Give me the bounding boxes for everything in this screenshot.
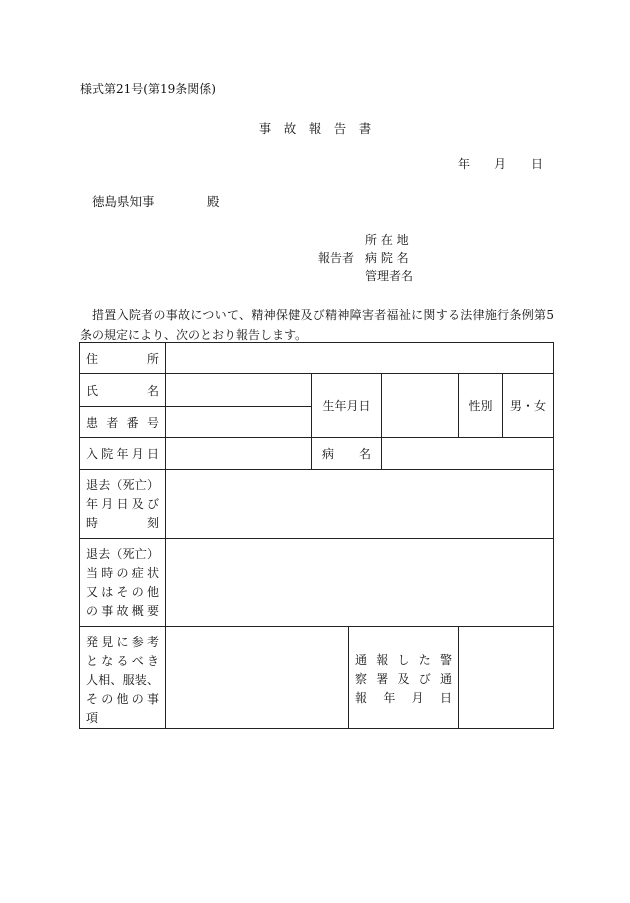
address-field[interactable] (166, 343, 554, 374)
police-report-field[interactable] (459, 627, 554, 729)
date-month-label: 月 (494, 157, 507, 171)
birth-date-label: 生年月日 (312, 374, 382, 438)
patient-number-field[interactable] (166, 407, 312, 438)
leave-time-field[interactable] (166, 470, 554, 539)
date-day-label: 日 (531, 157, 544, 171)
admission-date-label: 入 院 年 月 日 (80, 438, 166, 470)
birth-date-field[interactable] (382, 374, 459, 438)
reporter-role-label: 報告者 (318, 251, 355, 265)
disease-field[interactable] (382, 438, 554, 470)
accident-report-table (79, 342, 554, 729)
name-field[interactable] (166, 374, 312, 407)
reporter-manager-label: 管理者名 (365, 269, 414, 283)
patient-number-label: 患 者 番 号 (80, 407, 166, 438)
leave-symptom-field[interactable] (166, 539, 554, 627)
report-body-text: 措置入院者の事故について、精神保健及び精神障害者福祉に関する法律施行条例第5条の規定により、次のとおり報告します。 (80, 308, 554, 342)
leave-time-label: 退 去 （ 死 亡 ） 年 月 日 及 び 時 刻 (80, 470, 166, 539)
address-label: 住 所 (80, 343, 166, 374)
form-code: 様式第21号(第19条関係) (80, 82, 216, 96)
addressee: 徳島県知事 (92, 194, 155, 209)
sex-choice[interactable]: 男・女 (503, 374, 554, 438)
disease-label: 病 名 (312, 438, 382, 470)
name-label: 氏 名 (80, 374, 166, 407)
admission-date-field[interactable] (166, 438, 312, 470)
date-year-label: 年 (458, 157, 471, 171)
reference-info-label: 発 見 に 参 考 と な る べ き 人 相 、 服 装 、 そ の 他 の 事 項 (80, 627, 166, 729)
honorific: 殿 (207, 194, 220, 209)
police-report-label: 通 報 し た 警 察 署 及 び 通 報 年 月 日 (349, 627, 459, 729)
sex-label: 性別 (459, 374, 503, 438)
reference-info-field[interactable] (166, 627, 349, 729)
reporter-hospital-label: 病 院 名 (365, 251, 409, 265)
document-title: 事 故 報 告 書 (258, 121, 372, 136)
reporter-location-label: 所 在 地 (365, 233, 409, 247)
leave-symptom-label: 退 去 （ 死 亡 ） 当 時 の 症 状 又 は そ の 他 の 事 故 概 要 (80, 539, 166, 627)
